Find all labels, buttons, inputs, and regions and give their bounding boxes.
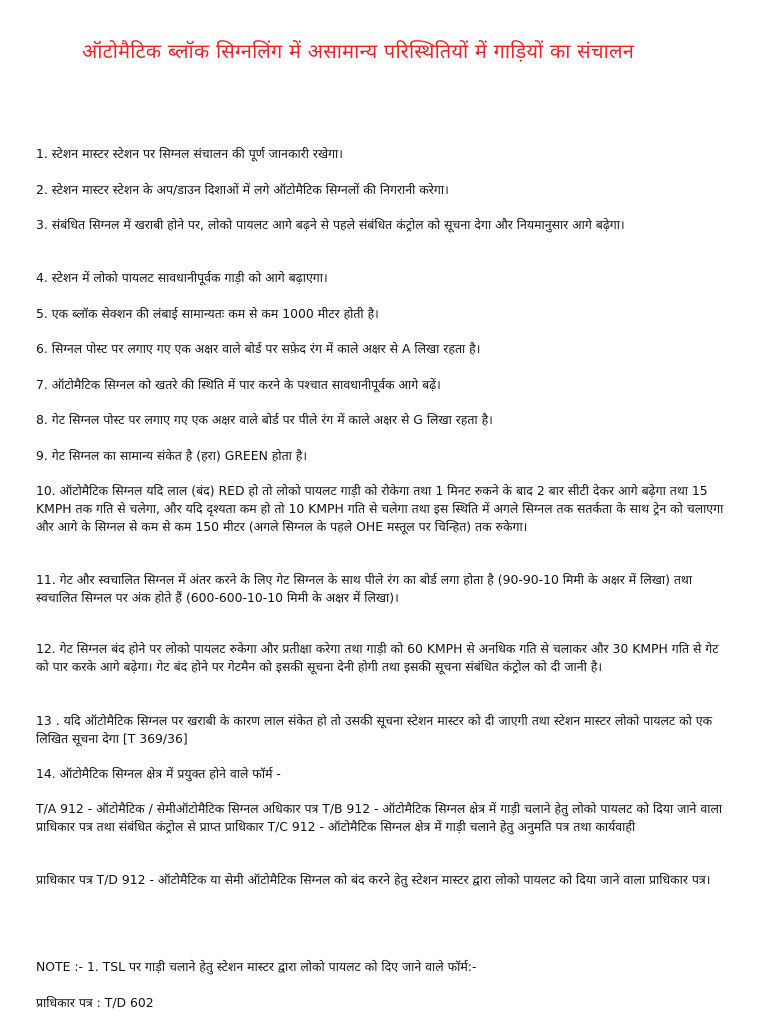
rule-item-14: 14. ऑटोमैटिक सिग्नल क्षेत्र में प्रयुक्त होने वाले फॉर्म -	[36, 766, 281, 781]
forms-list-continued: प्राधिकार पत्र T/D 912 - ऑटोमैटिक या सेमी ऑटोमैटिक सिग्नल को बंद करने हेतु स्टेशन मास्टर द्वारा लोको पायलट को दिया जाने वाला प्राधिकार पत्र।	[36, 872, 711, 887]
rule-item-3: 3. संबंधित सिग्नल में खराबी होने पर, लोको पायलट आगे बढ़ने से पहले संबंधित कंट्रोल को सूचना देगा और नियमानुसार आगे बढ़ेगा।	[36, 217, 625, 232]
rule-item-7: 7. ऑटोमैटिक सिग्नल को खतरे की स्थिति में पार करने के पश्चात सावधानीपूर्वक आगे बढ़ें।	[36, 377, 441, 392]
rule-item-9: 9. गेट सिग्नल का सामान्य संकेत है (हरा) GREEN होता है।	[36, 448, 308, 463]
rule-item-12: 12. गेट सिग्नल बंद होने पर लोको पायलट रुकेगा और प्रतीक्षा करेगा तथा गाड़ी को 60 KMPH से अनधिक गति से चलाकर और 30 KMPH गति से गेट को पार करके आगे बढ़ेगा। गेट बंद होने पर गेटमैन को इसकी सूचना देनी होगी तथा इसकी सूचना संबंधित कंट्रोल को दी जानी है।	[36, 641, 719, 674]
note-line: NOTE :- 1. TSL पर गाड़ी चलाने हेतु स्टेशन मास्टर द्वारा लोको पायलट को दिए जाने वाले फॉर्म:-	[36, 959, 477, 974]
rule-item-8: 8. गेट सिग्नल पोस्ट पर लगाए गए एक अक्षर वाले बोर्ड पर पीले रंग में काले अक्षर से G लिखा रहता है।	[36, 412, 493, 427]
document-title: ऑटोमैटिक ब्लॉक सिग्नलिंग में असामान्य परिस्थितियों में गाड़ियों का संचालन	[82, 39, 635, 63]
rule-item-10: 10. ऑटोमैटिक सिग्नल यदि लाल (बंद) RED हो तो लोको पायलट गाड़ी को रोकेगा तथा 1 मिनट रुकने के बाद 2 बार सीटी देकर आगे बढ़ेगा तथा 15 KMPH तक गति से चलेगा, और यदि दृश्यता कम हो तो 10 KMPH गति से चलेगा तथा इस स्थिति में अगले सिग्नल तक सतर्कता के साथ ट्रेन को चलाएगा और आगे के सिग्नल से कम से कम 150 मीटर (अगले सिग्नल के पहले OHE मस्तूल पर चिन्हित) तक रुकेगा।	[36, 483, 724, 534]
rule-item-4: 4. स्टेशन में लोको पायलट सावधानीपूर्वक गाड़ी को आगे बढ़ाएगा।	[36, 270, 328, 285]
note-form-line: प्राधिकार पत्र : T/D 602	[36, 995, 154, 1010]
forms-list: T/A 912 - ऑटोमैटिक / सेमीऑटोमैटिक सिग्नल अधिकार पत्र T/B 912 - ऑटोमैटिक सिग्नल क्षेत्र में गाड़ी चलाने हेतु लोको पायलट को दिया जाने वाला प्राधिकार पत्र तथा संबंधित कंट्रोल से प्राप्त प्राधिकार T/C 912 - ऑटोमैटिक सिग्नल क्षेत्र में गाड़ी चलाने हेतु अनुमति पत्र तथा कार्यवाही	[36, 801, 723, 834]
rule-item-11: 11. गेट और स्वचालित सिग्नल में अंतर करने के लिए गेट सिग्नल के साथ पीले रंग का बोर्ड लगा होता है (90-90-10 मिमी के अक्षर में लिखा) तथा स्वचालित सिग्नल पर अंक होते हैं (600-600-10-10 मिमी के अक्षर में लिखा)।	[36, 572, 693, 605]
rule-item-13: 13 . यदि ऑटोमैटिक सिग्नल पर खराबी के कारण लाल संकेत हो तो उसकी सूचना स्टेशन मास्टर को दी जाएगी तथा स्टेशन मास्टर लोको पायलट को एक लिखित सूचना देगा [T 369/36]	[36, 713, 713, 746]
rule-item-6: 6. सिग्नल पोस्ट पर लगाए गए एक अक्षर वाले बोर्ड पर सफ़ेद रंग में काले अक्षर से A लिखा रहता है।	[36, 341, 481, 356]
rule-item-2: 2. स्टेशन मास्टर स्टेशन के अप/डाउन दिशाओं में लगे ऑटोमैटिक सिग्नलों की निगरानी करेगा।	[36, 182, 449, 197]
rule-item-5: 5. एक ब्लॉक सेक्शन की लंबाई सामान्यतः कम से कम 1000 मीटर होती है।	[36, 306, 379, 321]
rule-item-1: 1. स्टेशन मास्टर स्टेशन पर सिग्नल संचालन की पूर्ण जानकारी रखेगा।	[36, 146, 343, 161]
